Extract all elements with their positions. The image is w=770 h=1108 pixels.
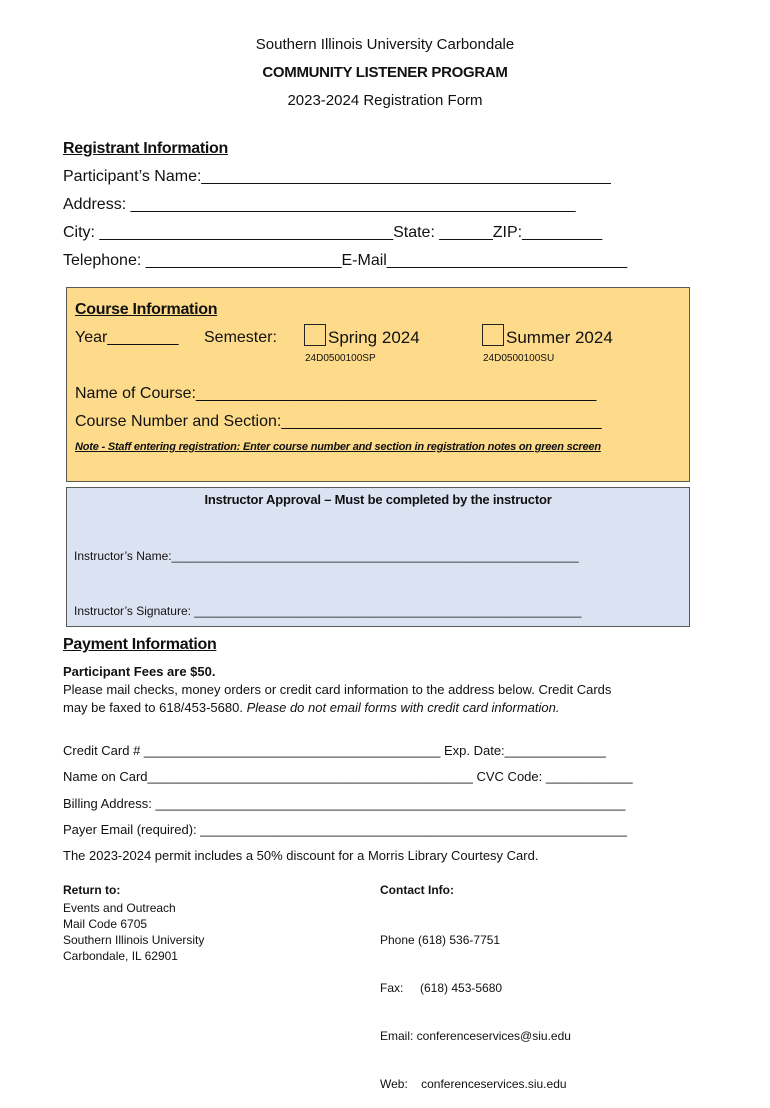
course-name-field[interactable]: Name of Course:_____________________________________________ — [75, 385, 597, 402]
permit-note: The 2023-2024 permit includes a 50% discount for a Morris Library Courtesy Card. — [63, 848, 539, 863]
contact-email[interactable]: Email: conferenceservices@siu.edu — [380, 1029, 571, 1043]
telephone-email-field[interactable]: Telephone: ______________________E-Mail___________________________ — [63, 252, 628, 269]
form-title: 2023-2024 Registration Form — [287, 92, 483, 109]
year-field[interactable]: Year________ — [75, 329, 179, 346]
payment-heading: Payment Information — [63, 636, 217, 653]
university-name: Southern Illinois University Carbondale — [255, 36, 515, 53]
instructor-heading: Instructor Approval – Must be completed by the instructor — [204, 492, 552, 507]
contact-web[interactable]: Web: conferenceservices.siu.edu — [380, 1077, 567, 1091]
participant-name-field[interactable]: Participant’s Name:______________________________________________ — [63, 168, 611, 185]
fees-text: Participant Fees are $50. — [63, 664, 216, 679]
return-line: Carbondale, IL 62901 — [63, 949, 178, 963]
address-field[interactable]: Address: __________________________________________________ — [63, 196, 576, 213]
return-address — [63, 900, 204, 964]
contact-heading: Contact Info: — [380, 883, 454, 897]
staff-note: Note - Staff entering registration: Enter course number and section in registration notes on green screen — [75, 441, 601, 453]
billing-address-field[interactable]: Billing Address: _________________________________________________________________ — [63, 796, 626, 811]
contact-fax: Fax: (618) 453-5680 — [380, 981, 503, 995]
name-on-card-field[interactable]: Name on Card_____________________________________________ CVC Code: ____________ — [63, 769, 633, 784]
payer-email-field[interactable]: Payer Email (required): ___________________________________________________________ — [63, 822, 627, 837]
spring-code: 24D0500100SP — [305, 353, 376, 364]
return-line: Southern Illinois University — [63, 933, 205, 947]
semester-label: Semester: — [204, 329, 277, 346]
email-warning: Please do not email forms with credit card information. — [246, 700, 560, 715]
return-line: Events and Outreach — [63, 901, 176, 915]
contact-details — [380, 900, 571, 1108]
spring-checkbox[interactable] — [304, 324, 326, 346]
return-heading: Return to: — [63, 883, 121, 897]
city-state-zip-field[interactable]: City: _________________________________State: ______ZIP:_________ — [63, 224, 603, 241]
course-number-field[interactable]: Course Number and Section:____________________________________ — [75, 413, 602, 430]
program-title: COMMUNITY LISTENER PROGRAM — [262, 64, 508, 81]
contact-phone: Phone (618) 536-7751 — [380, 933, 501, 947]
summer-label: Summer 2024 — [506, 328, 613, 347]
course-heading: Course Information — [75, 301, 218, 318]
registrant-heading: Registrant Information — [63, 140, 228, 157]
credit-card-field[interactable]: Credit Card # _________________________________________ Exp. Date:______________ — [63, 743, 606, 758]
summer-code: 24D0500100SU — [483, 353, 555, 364]
instructor-name-field[interactable]: Instructor’s Name:_____________________________________________________________ — [74, 549, 579, 563]
payment-instructions-2 — [63, 700, 559, 715]
summer-checkbox[interactable] — [482, 324, 504, 346]
fax-instructions: may be faxed to 618/453-5680. — [63, 700, 243, 715]
instructor-signature-field[interactable]: Instructor’s Signature: __________________________________________________________ — [74, 604, 582, 618]
spring-label: Spring 2024 — [328, 328, 420, 347]
payment-instructions-1: Please mail checks, money orders or credit card information to the address below. Credit Cards — [63, 682, 612, 697]
return-line: Mail Code 6705 — [63, 917, 148, 931]
